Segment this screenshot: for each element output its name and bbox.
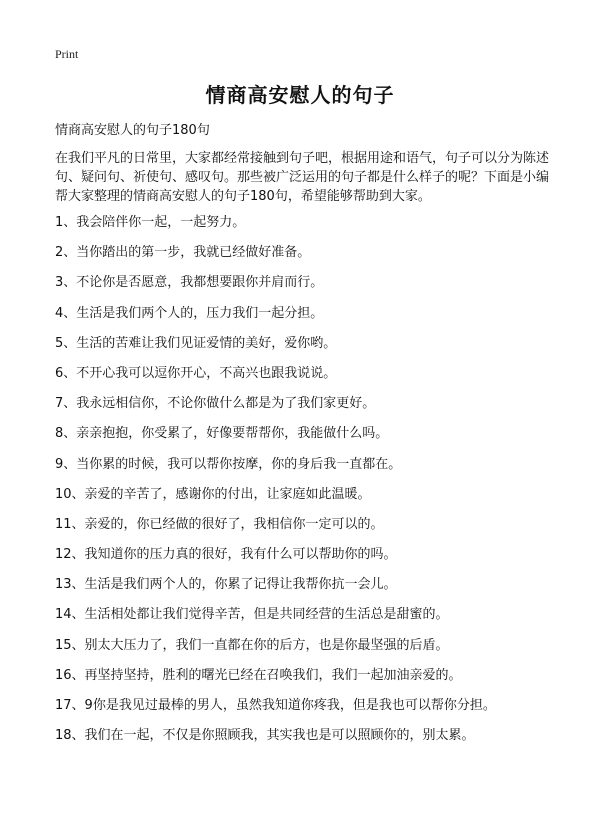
list-item: 4、生活是我们两个人的，压力我们一起分担。	[55, 305, 324, 321]
list-item: 5、生活的苦难让我们见证爱情的美好，爱你哟。	[55, 335, 337, 351]
list-item: 8、亲亲抱抱，你受累了，好像要帮帮你，我能做什么吗。	[55, 426, 389, 442]
list-item: 15、别太大压力了，我们一直都在你的后方，也是你最坚强的后盾。	[55, 637, 449, 653]
list-item: 16、再坚持坚持，胜利的曙光已经在召唤我们，我们一起加油亲爱的。	[55, 667, 462, 683]
list-item: 1、我会陪伴你一起，一起努力。	[55, 215, 246, 230]
document-title: 情商高安慰人的句子	[205, 83, 395, 107]
list-item: 7、我永远相信你，不论你做什么都是为了我们家更好。	[55, 396, 376, 412]
document-subtitle: 情商高安慰人的句子180句	[55, 123, 210, 138]
list-item: 6、不开心我可以逗你开心，不高兴也跟我说说。	[55, 365, 337, 381]
list-item: 18、我们在一起，不仅是你照顾我，其实我也是可以照顾你的，别太累。	[55, 728, 475, 744]
list-item: 10、亲爱的辛苦了，感谢你的付出，让家庭如此温暖。	[55, 486, 371, 502]
list-item: 11、亲爱的，你已经做的很好了，我相信你一定可以的。	[55, 516, 384, 532]
intro-paragraph: 在我们平凡的日常里，大家都经常接触到句子吧，根据用途和语气，句子可以分为陈述句、疑问句、祈使句、感叹句。那些被广泛运用的句子都是什么样子的呢？下面是小编帮大家整理的情商高安慰人的句子180句，希望能够帮助到大家。	[55, 151, 550, 204]
list-item: 14、生活相处都让我们觉得辛苦，但是共同经营的生活总是甜蜜的。	[55, 607, 449, 623]
sentence-list	[55, 213, 550, 756]
list-item: 3、不论你是否愿意，我都想要跟你并肩而行。	[55, 275, 324, 291]
list-item: 17、9你是我见过最棒的男人，虽然我知道你疼我，但是我也可以帮你分担。	[55, 698, 496, 713]
list-item: 12、我知道你的压力真的很好，我有什么可以帮助你的吗。	[55, 547, 397, 563]
list-item: 13、生活是我们两个人的，你累了记得让我帮你抗一会儿。	[55, 577, 397, 593]
list-item: 9、当你累的时候，我可以帮你按摩，你的身后我一直都在。	[55, 456, 402, 472]
list-item: 2、当你踏出的第一步，我就已经做好准备。	[55, 245, 311, 261]
print-link[interactable]: Print	[55, 47, 79, 61]
